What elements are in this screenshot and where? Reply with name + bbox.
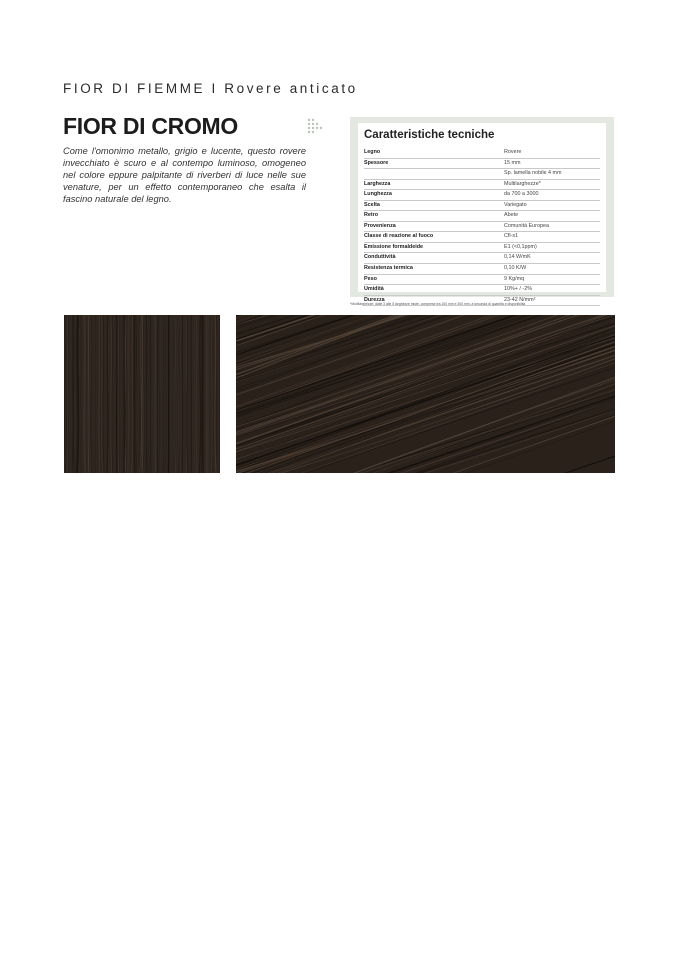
spec-key: Resistenza termica bbox=[364, 265, 413, 272]
spec-key: Umidità bbox=[364, 286, 384, 293]
spec-row bbox=[364, 190, 600, 201]
spec-key: Peso bbox=[364, 275, 377, 282]
spec-row bbox=[364, 180, 600, 191]
header-separator: I bbox=[211, 81, 218, 96]
spec-key: Retro bbox=[364, 212, 379, 219]
spec-value: Abete bbox=[504, 212, 519, 219]
spec-key: Spessore bbox=[364, 159, 389, 166]
spec-row bbox=[364, 243, 600, 254]
spec-row bbox=[364, 201, 600, 212]
spec-value: Variegato bbox=[504, 201, 527, 208]
spec-row bbox=[364, 264, 600, 275]
product-title: FIOR DI CROMO bbox=[63, 113, 238, 139]
spec-row bbox=[364, 211, 600, 222]
spec-row bbox=[364, 169, 600, 180]
spec-key: Provenienza bbox=[364, 222, 396, 229]
spec-key: Conduttività bbox=[364, 254, 396, 261]
spec-value: 10%+ / -2% bbox=[504, 286, 533, 293]
spec-value: 23-42 N/mm² bbox=[504, 296, 536, 303]
spec-value: E1 (<0,1ppm) bbox=[504, 243, 537, 250]
spec-key: Larghezza bbox=[364, 180, 391, 187]
spec-key: Lunghezza bbox=[364, 191, 392, 198]
spec-key: Emissione formaldeide bbox=[364, 243, 424, 250]
spec-key: Classe di reazione al fuoco bbox=[364, 233, 434, 240]
spec-key bbox=[364, 169, 504, 179]
spec-value: 0,14 W/mK bbox=[504, 254, 531, 261]
wood-floor-image bbox=[236, 315, 615, 473]
spec-row bbox=[364, 285, 600, 296]
technical-specs-card bbox=[358, 123, 606, 303]
decorative-dots-icon bbox=[306, 118, 324, 134]
collection-category: Rovere anticato bbox=[224, 81, 358, 96]
spec-value: Multilarghezze* bbox=[504, 180, 541, 187]
collection-name: FIOR DI FIEMME bbox=[63, 81, 206, 96]
spec-key: Durezza bbox=[364, 296, 385, 303]
spec-value: Rovere bbox=[504, 149, 522, 155]
spec-row bbox=[364, 222, 600, 233]
spec-row bbox=[364, 275, 600, 286]
collection-header bbox=[63, 81, 358, 96]
spec-value: 0,10 K/W bbox=[504, 265, 527, 272]
spec-row bbox=[364, 148, 600, 159]
specs-title: Caratteristiche tecniche bbox=[364, 129, 495, 141]
spec-value: da 700 a 3000 bbox=[504, 191, 539, 198]
spec-value: Cfl-s1 bbox=[504, 233, 519, 240]
technical-specs-panel bbox=[350, 117, 614, 303]
spec-value: Comunità Europea bbox=[504, 222, 549, 229]
spec-key: Scelta bbox=[364, 201, 380, 208]
spec-row bbox=[364, 159, 600, 170]
spec-value: Sp. lamella nobile 4 mm bbox=[504, 170, 562, 177]
product-description: Come l'omonimo metallo, grigio e lucente, questo rovere invecchiato è scuro e al contempo luminoso, omogeneo nel colore eppure palpitante di riverberi di luce nelle sue venature, per un effetto contemporaneo che esalta il fascino naturale del legno. bbox=[63, 146, 306, 205]
spec-row bbox=[364, 253, 600, 264]
wood-texture-image bbox=[64, 315, 220, 473]
spec-key: Legno bbox=[364, 149, 381, 155]
spec-value: 9 Kg/mq bbox=[504, 275, 525, 282]
specs-table bbox=[364, 148, 600, 306]
spec-value: 15 mm bbox=[504, 159, 521, 166]
spec-row bbox=[364, 232, 600, 243]
specs-footnote: *Multilarghezze: dalle 3 alle 5 larghezze miste, comprese tra 100 mm e 300 mm, a seconda di quantità e disponibilità bbox=[350, 302, 526, 306]
